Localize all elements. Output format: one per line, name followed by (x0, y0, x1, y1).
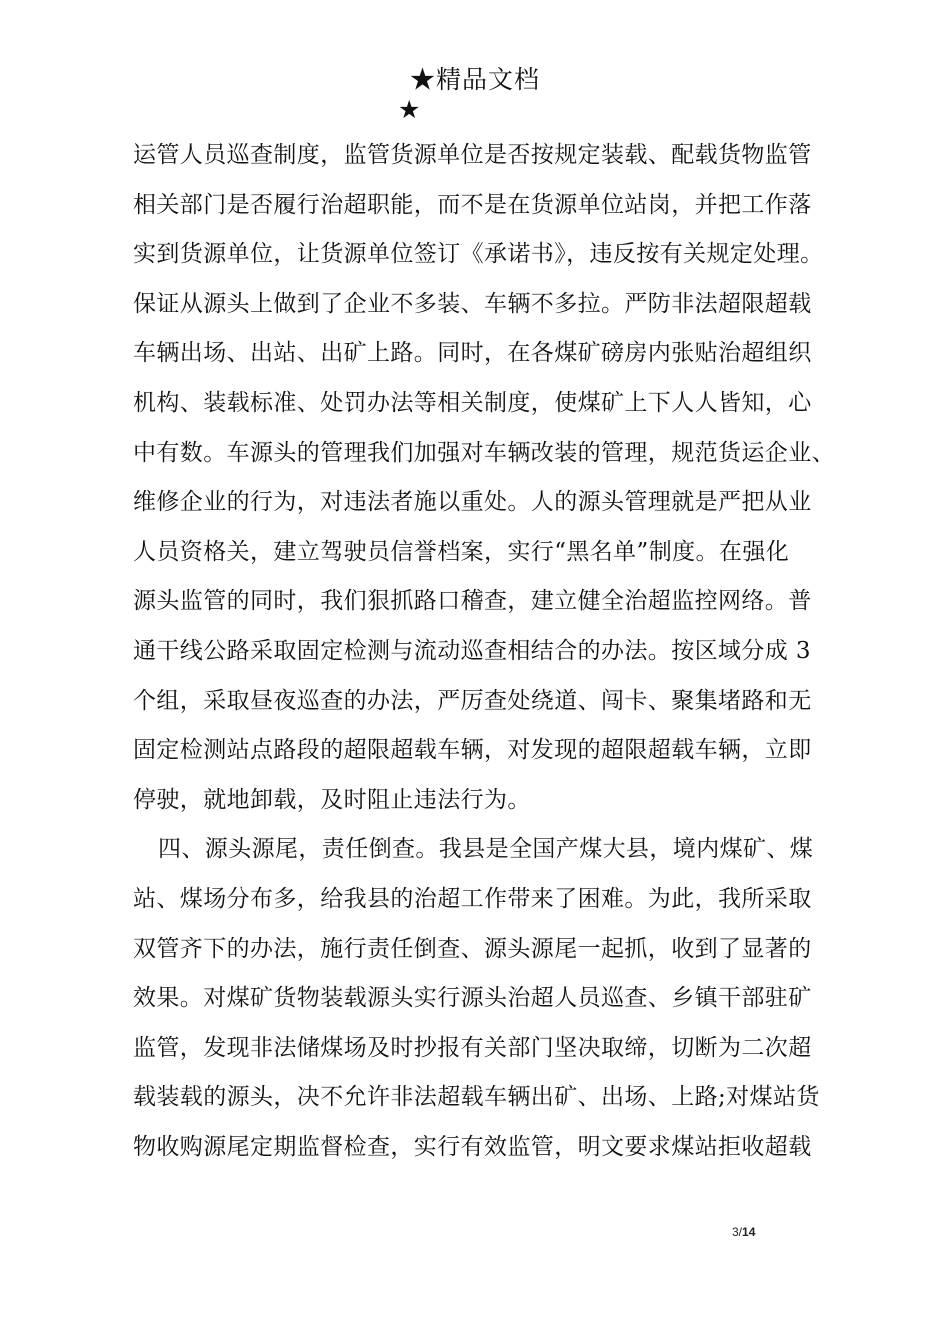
page-number (732, 1224, 755, 1240)
text-line: 运管人员巡查制度，监管货源单位是否按规定装载、配载货物监管 (133, 142, 812, 168)
text-line: 物收购源尾定期监督检查，实行有效监管，明文要求煤站拒收超载 (133, 1133, 812, 1160)
header-title: ★精品文档 (409, 65, 540, 94)
text-line: 中有数。车源头的管理我们加强对车辆改装的管理，规范货运企业、 (133, 439, 835, 466)
text-line: 相关部门是否履行治超职能，而不是在货源单位站岗，并把工作落 (133, 191, 812, 218)
text-line: 车辆出场、出站、出矿上路。同时，在各煤矿磅房内张贴治超组织 (133, 340, 812, 367)
text-line: 双管齐下的办法，施行责任倒查、源头源尾一起抓，收到了显著的 (133, 935, 812, 962)
text-line: 固定检测站点路段的超限超载车辆，对发现的超限超载车辆，立即 (133, 737, 812, 764)
text-line: 人员资格关，建立驾驶员信誉档案，实行“黑名单”制度。在强化 (133, 538, 790, 565)
text-line: 个组，采取昼夜巡查的办法，严厉查处绕道、闯卡、聚集堵路和无 (133, 687, 812, 714)
document-body (133, 131, 835, 1172)
text-line: 效果。对煤矿货物装载源头实行源头治超人员巡查、乡镇干部驻矿 (133, 985, 812, 1012)
paragraph-start-line: 四、源头源尾，责任倒查。我县是全国产煤大县，境内煤矿、煤 (158, 836, 814, 863)
text-line: 站、煤场分布多，给我县的治超工作带来了困难。为此，我所采取 (133, 885, 812, 912)
text-line: 保证从源头上做到了企业不多装、车辆不多拉。严防非法超限超载 (133, 290, 812, 317)
header-star-icon: ★ (398, 95, 421, 124)
text-line: 载装载的源头，决不允许非法超载车辆出矿、出场、上路;对煤站货 (133, 1084, 820, 1111)
text-line: 维修企业的行为，对违法者施以重处。人的源头管理就是严把从业 (133, 489, 812, 516)
text-line: 机构、装载标准、处罚办法等相关制度，使煤矿上下人人皆知，心 (133, 389, 812, 416)
text-line: 停驶，就地卸载，及时阻止违法行为。 (133, 786, 531, 813)
text-line: 监管，发现非法储煤场及时抄报有关部门坚决取缔，切断为二次超 (133, 1034, 812, 1061)
document-header (0, 62, 950, 98)
text-line: 通干线公路采取固定检测与流动巡查相结合的办法。按区域分成 3 (133, 637, 811, 664)
page-number-current: 3/ (732, 1225, 743, 1239)
page-number-total: 14 (742, 1225, 756, 1239)
text-line: 源头监管的同时，我们狠抓路口稽查，建立健全治超监控网络。普 (133, 588, 812, 615)
text-line: 实到货源单位，让货源单位签订《承诺书》，违反按有关规定处理。 (133, 241, 824, 268)
